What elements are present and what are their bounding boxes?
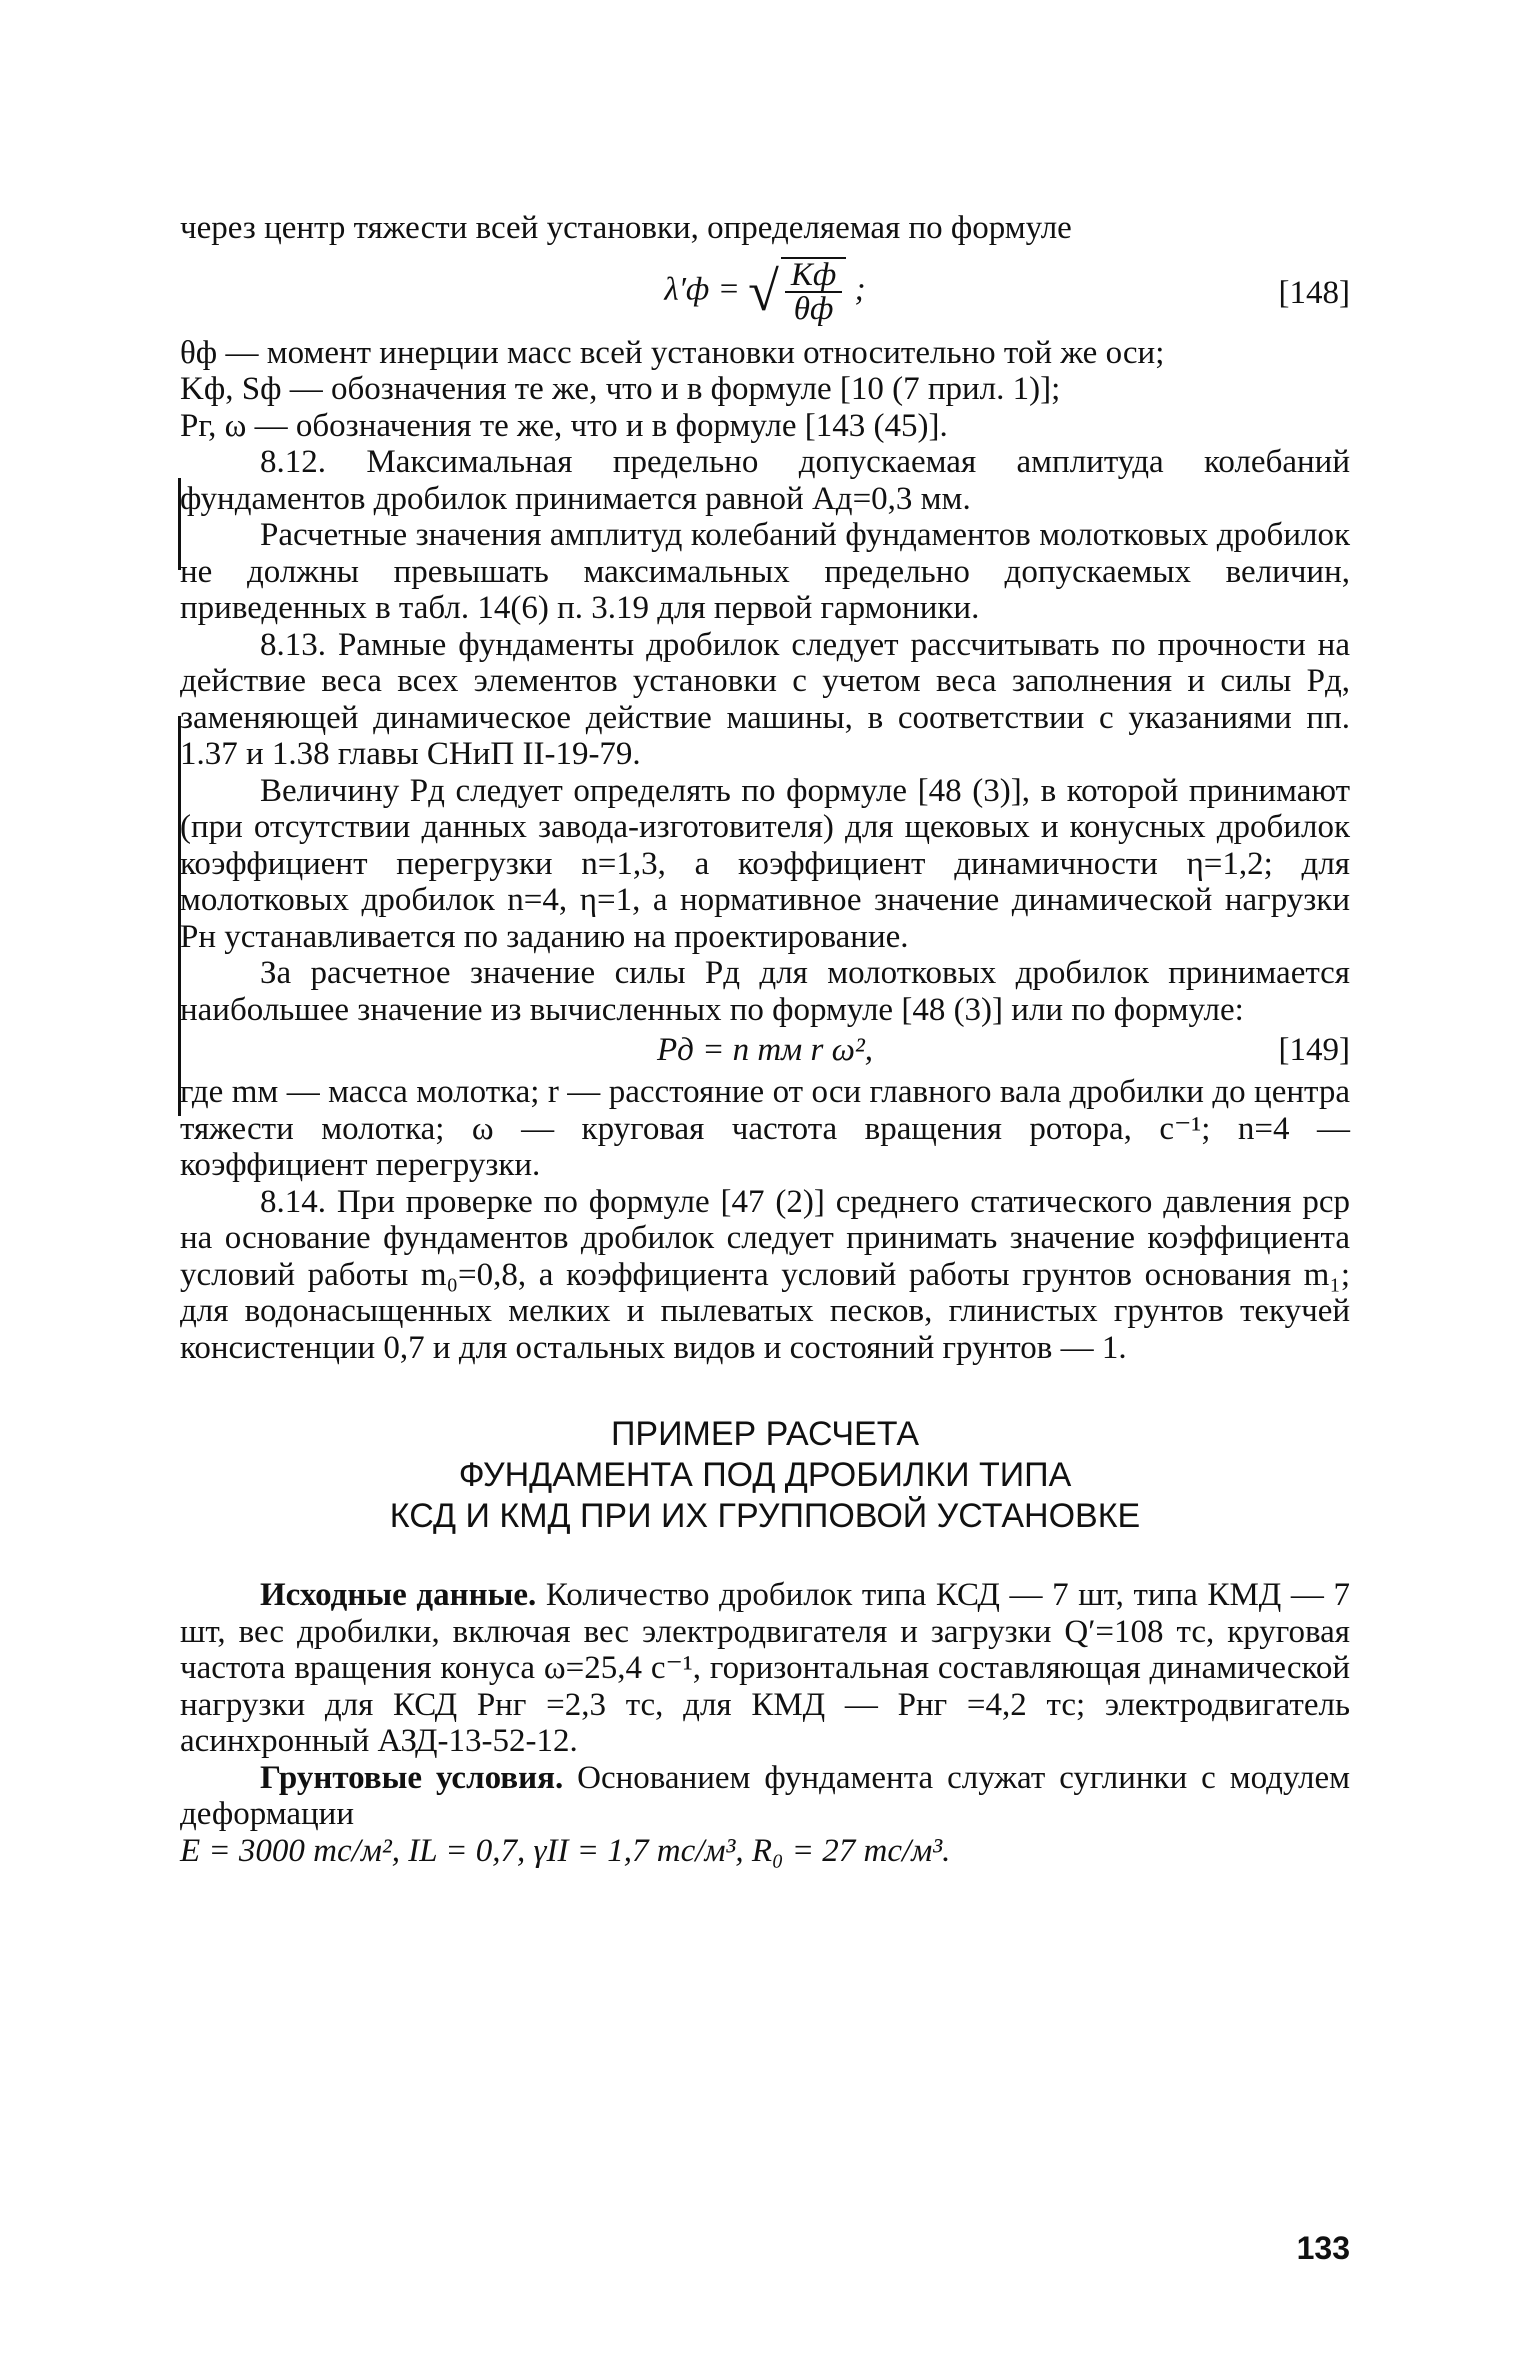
page-number: 133 [1296,2230,1350,2266]
formula-lhs: λ′ф = [664,271,740,308]
soil-conditions-text: Основанием фундамента служат суглинки с модулем деформации [180,1759,1350,1832]
formula-numerator: Kф [785,259,842,293]
formula-148 [180,247,1350,335]
section-heading-line: ПРИМЕР РАСЧЕТА [610,1415,920,1453]
source-data-text: Количество дробилок типа КСД — 7 шт, типа КМД — 7 шт, вес дробилки, включая вес электродвигателя и загрузки Q′=108 тс, круговая частота вращения конуса ω=25,4 с⁻¹, горизонтальная составляющая динамической нагрузки для КСД Pнг =2,3 тс, для КМД — Pнг =4,2 тс; электродвигатель асинхронный АЗД-13-52-12. [180,1577,1350,1759]
clause-8-12-paragraph: Расчетные значения амплитуд колебаний фундаментов молотковых дробилок не должны превышать максимальных предельно допускаемых величин, приведенных в табл. 14(6) п. 3.19 для первой гармоники. [180,517,1350,626]
definition-line: Kф, Sф — обозначения те же, что и в формуле [10 (7 прил. 1)]; [180,371,1061,407]
formula-number: [149] [1278,1032,1350,1068]
soil-conditions-paragraph [180,1760,1350,1833]
definition-line: θф — момент инерции масс всей установки относительно той же оси; [180,334,1165,371]
source-data-label: Исходные данные. [260,1577,537,1613]
definition-paragraph: где mм — масса молотка; r — расстояние от оси главного вала дробилки до центра тяжести молотка; ω — круговая частота вращения ротора, с⁻¹; n=4 — коэффициент перегрузки. [180,1074,1350,1183]
formula-expression: Pд = n mм r ω², [656,1032,874,1068]
formula-denominator: θф [793,290,834,327]
clause-8-13: 8.13. Рамные фундаменты дробилок следует рассчитывать по прочности на действие веса всех элементов установки с учетом веса заполнения и силы Pд, заменяющей динамическое действие машины, в соответствии с указаниями пп. 1.37 и 1.38 главы СНиП II-19-79. [180,626,1350,772]
clause-8-12: 8.12. Максимальная предельно допускаемая амплитуда колебаний фундаментов дробилок принимается равной Aд=0,3 мм. [180,444,1350,517]
section-heading-line: КСД И КМД ПРИ ИХ ГРУППОВОЙ УСТАНОВКЕ [389,1497,1141,1535]
source-data-paragraph [180,1577,1350,1760]
clause-8-13-paragraph: Величину Pд следует определять по формуле [48 (3)], в которой принимают (при отсутствии данных завода-изготовителя) для щековых и конусных дробилок коэффициент перегрузки n=1,3, а коэффициент динамичности η=1,2; для молотковых дробилок n=4, η=1, а нормативное значение динамической нагрузки Pн устанавливается по заданию на проектирование. [180,772,1350,955]
intro-line: через центр тяжести всей установки, определяемая по формуле [180,210,1072,246]
definition-line: Pг, ω — обозначения те же, что и в формуле [143 (45)]. [180,407,948,444]
sqrt-sign: √ [748,260,779,323]
soil-conditions-label: Грунтовые условия. [260,1759,564,1796]
formula-number: [148] [1278,274,1350,311]
soil-formula: E = 3000 тс/м², IL = 0,7, γII = 1,7 тс/м³, R₀ = 27 тс/м³. [180,1832,951,1869]
formula-tail: ; [854,271,866,308]
formula-149 [180,1028,1350,1074]
section-heading-line: ФУНДАМЕНТА ПОД ДРОБИЛКИ ТИПА [458,1456,1072,1494]
clause-8-13-paragraph: За расчетное значение силы Pд для молотковых дробилок принимается наибольшее значение из вычисленных по формуле [48 (3)] или по формуле: [180,955,1350,1028]
clause-8-14: 8.14. При проверке по формуле [47 (2)] среднего статического давления pср на основание фундаментов дробилок следует принимать значение коэффициента условий работы m₀=0,8, а коэффициента условий работы грунтов основания m₁; для водонасыщенных мелких и пылеватых песков, глинистых грунтов текучей консистенции 0,7 и для остальных видов и состояний грунтов — 1. [180,1183,1350,1366]
text-column [180,210,1350,1869]
